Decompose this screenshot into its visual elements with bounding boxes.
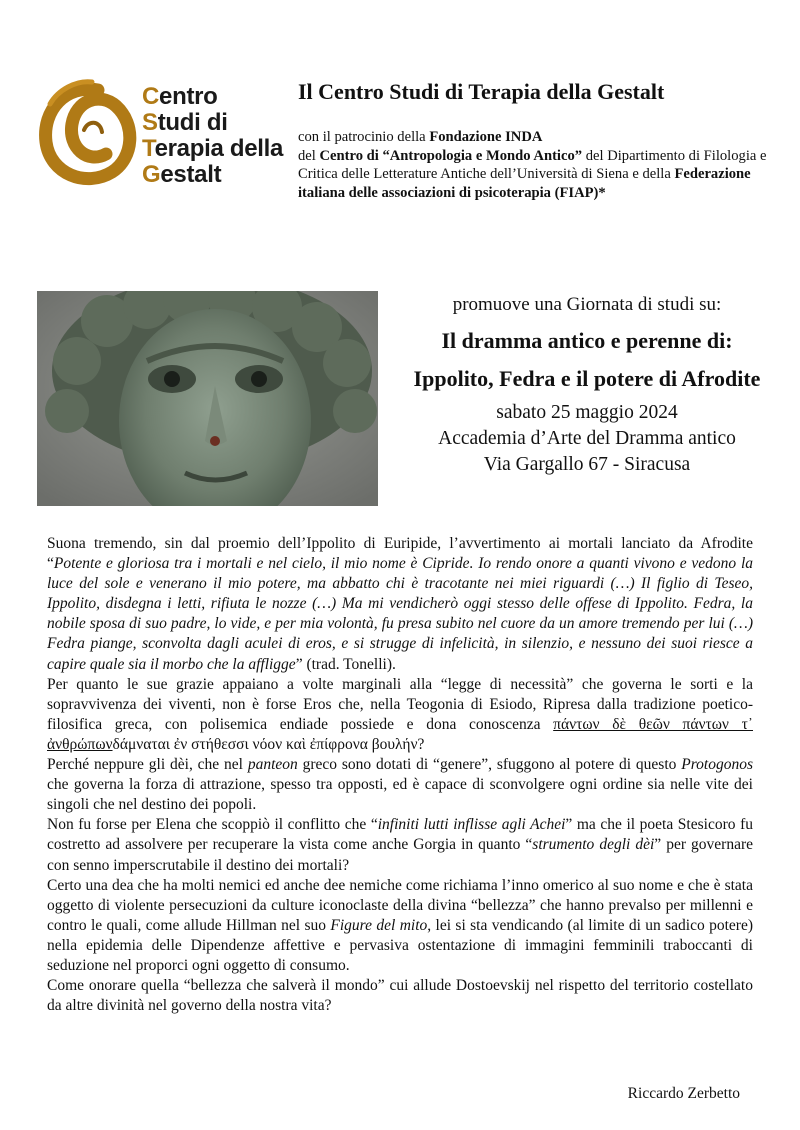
paragraph-5: Certo una dea che ha molti nemici ed anche dee nemiche come richiama l’inno omerico al suo nome e che è stata oggetto di violente persecuzioni da culture iconoclaste della divina “bellezza” che hanno prevalso per millenni e contro le quali, come allude Hillman nel suo Figure del mito, lei si sta vendicando (al limite di un sadico potere) nella epidemia delle Dipendenze affettive e pervasiva ostentazione di immagini femminili traboccanti di seduzione nel proporci ogni oggetto di consumo. xyxy=(47,876,754,974)
event-title-1: Il dramma antico e perenne di: xyxy=(441,328,733,353)
logo-wordmark xyxy=(142,84,283,188)
paragraph-2: Per quanto le sue grazie appaiano a volte marginali alla “legge di necessità” che governa le sorti e la sopravvivenza dei viventi, non è forse Eros che, nella Teogonia di Esiodo, Ripresa dalla tradizione poetico-filosifica greca, con polisemica endiade possiede e dona conoscenza πάντων δὲ θεῶν πάντων τ᾽ ἀνθρώπωνδάμναται ἐν στήθεσσι νόον καὶ ἐπίφρονα βουλήν? xyxy=(47,675,753,753)
paragraph-4: Non fu forse per Elena che scoppiò il conflitto che “infiniti lutti inflisse agli Achei” ma che il poeta Stesicoro fu costretto ad assolvere per recuperare la vista come anche Gorgia in quanto “strumento degli dèi” per governare con senno imperscrutabile il destino dei mortali? xyxy=(47,816,753,874)
event-block xyxy=(392,293,782,478)
logo-line-4: Gestalt xyxy=(142,161,222,188)
bronze-head-image xyxy=(37,291,378,506)
promuove-line: promuove una Giornata di studi su: xyxy=(452,294,722,315)
centro-studi-logo xyxy=(36,76,286,196)
paragraph-3: Perché neppure gli dèi, che nel panteon greco sono dotati di “genere”, sfuggono al potere di questo Protogonos che governa la forza di attrazione, spesso tra opposti, ed è capace di sconvolgere ogni ordine sia nelle vite dei singoli che nel destino dei popoli. xyxy=(47,756,753,814)
event-venue: Accademia d’Arte del Dramma antico xyxy=(438,428,736,449)
logo-line-3: Terapia della xyxy=(142,135,284,162)
logo-line-2: Studi di xyxy=(142,109,228,136)
event-address: Via Gargallo 67 - Siracusa xyxy=(483,454,691,475)
paragraph-1: Suona tremendo, sin dal proemio dell’Ippolito di Euripide, l’avvertimento ai mortali lanciato da Afrodite “Potente e gloriosa tra i mortali e nel cielo, il mio nome è Cipride. Io rendo onore a quanti vivono e vedono la luce del sole e venerano il mio potere, ma abbatto chi è tracotante nei miei riguardi (…) Il figlio di Teseo, Ippolito, disdegna i letti, rifiuta le nozze (…) Ma mi vendicherò oggi stesso delle offese di Ippolito. Fedra, la nobile sposa di suo padre, lo vide, e per mia volontà, fu presa subito nel cuore da un amore tremendo per lui (…) Fedra piange, sconvolta dagli aculei di eros, e si strugge di infelicità, in silenzio, e nessuno dei suoi riesce a capire quale sia il morbo che la affligge” (trad. Tonelli). xyxy=(47,535,753,673)
body-text xyxy=(47,534,753,1016)
bronze-head-photo xyxy=(37,291,378,506)
logo-ring-icon xyxy=(36,76,146,196)
patronage-text: con il patrocinio della Fondazione INDA del Centro di “Antropologia e Mondo Antico” del Dipartimento di Filologia e Critica delle Letterature Antiche dell’Università di Siena e della Federazione italiana delle associazioni di psicoterapia (FIAP)* xyxy=(298,129,767,201)
signature: Riccardo Zerbetto xyxy=(627,1085,740,1102)
header-block xyxy=(298,78,778,202)
paragraph-6: Come onorare quella “bellezza che salverà il mondo” cui allude Dostoevskij nel rispetto del territorio costellato da altre divinità nel governo della nostra vita? xyxy=(47,977,753,1015)
logo-line-1: Centro xyxy=(142,83,218,110)
center-title: Il Centro Studi di Terapia della Gestalt xyxy=(298,79,665,104)
event-date: sabato 25 maggio 2024 xyxy=(496,402,678,423)
event-title-2: Ippolito, Fedra e il potere di Afrodite xyxy=(413,366,761,391)
